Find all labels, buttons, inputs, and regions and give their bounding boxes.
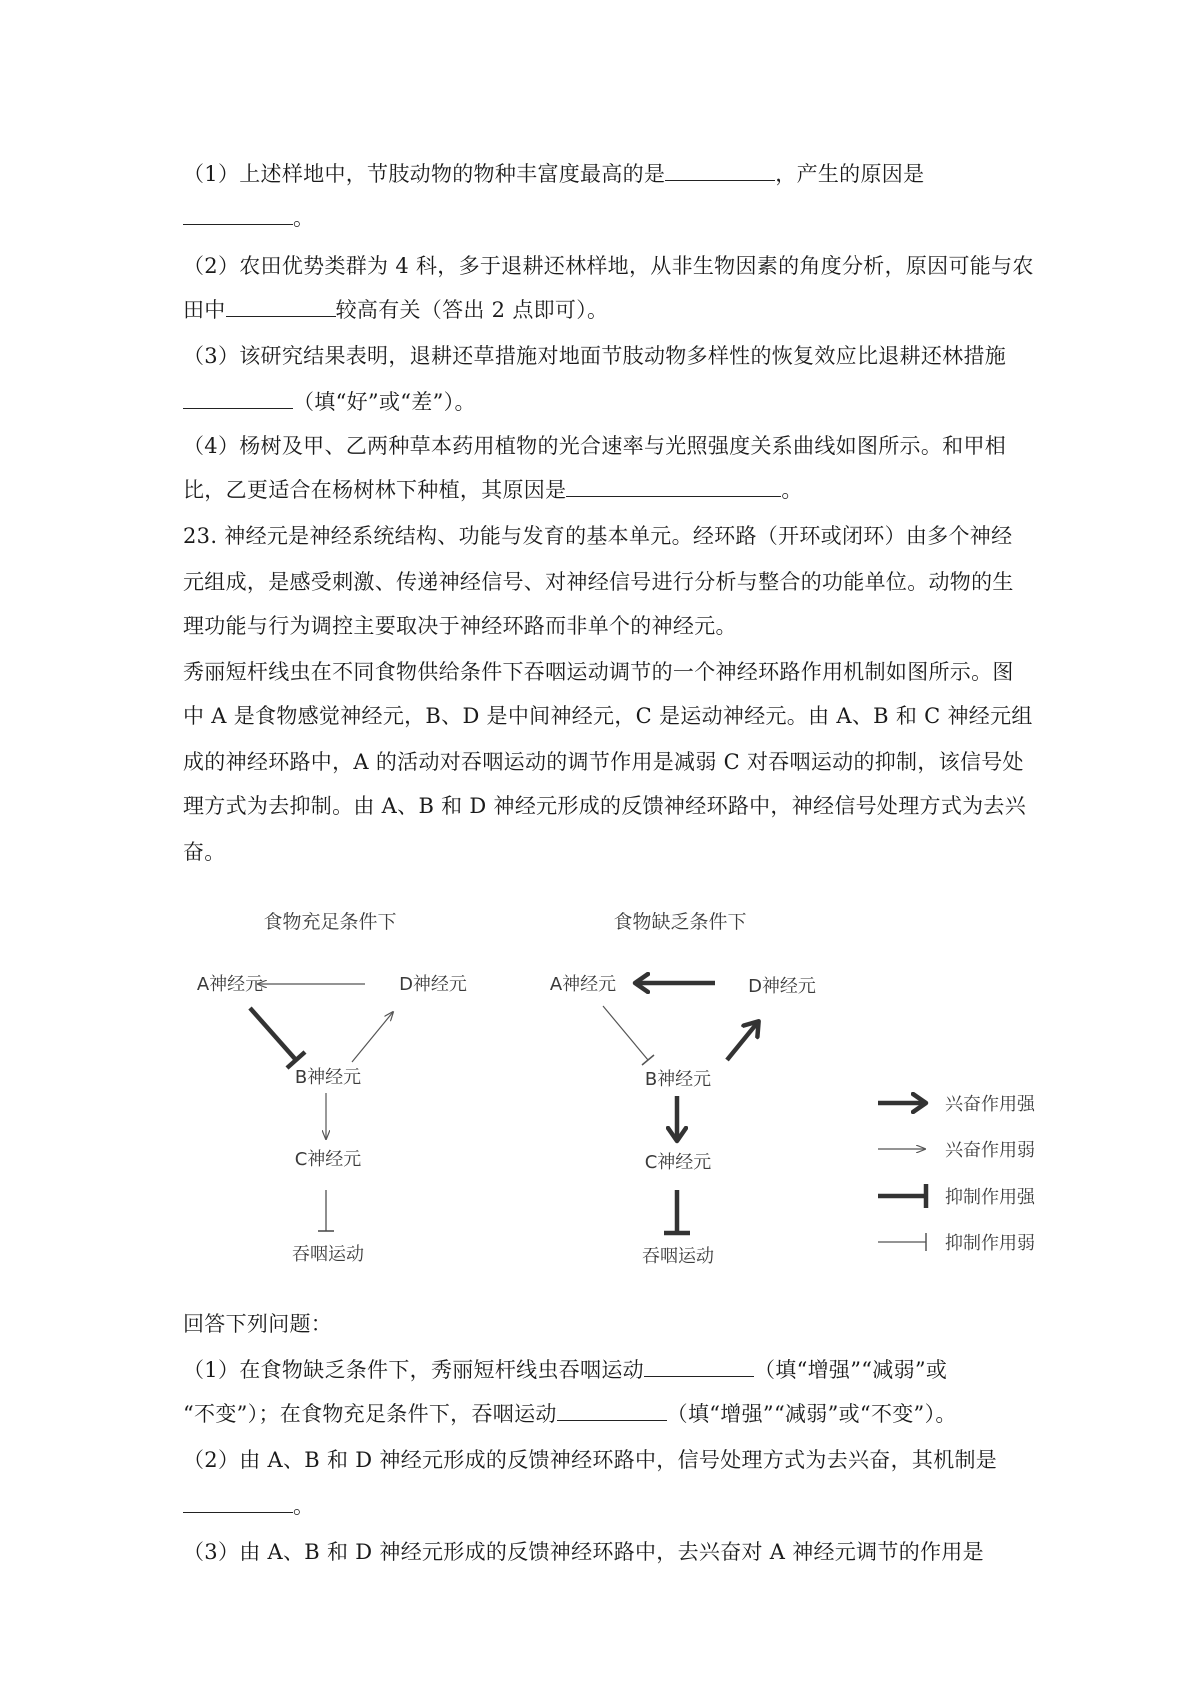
q23-intro-line3: 理功能与行为调控主要取决于神经环路而非单个的神经元。 (183, 614, 737, 638)
q22-part1-text-c: 。 (293, 206, 315, 230)
answer-blank[interactable] (183, 206, 293, 225)
q22-part2-line2 (183, 294, 608, 324)
q23-sub3-line1: （3）由 A、B 和 D 神经元形成的反馈神经环路中，去兴奋对 A 神经元调节的作用是 (183, 1540, 984, 1564)
q22-part3-text-b: （填“好”或“差”）。 (293, 390, 476, 414)
legend-weak-excite-label: 兴奋作用弱 (945, 1140, 1035, 1161)
q23-sub1-text-c: “不变”）；在食物充足条件下，吞咽运动 (183, 1402, 557, 1426)
q22-part2-text-c: 较高有关（答出 2 点即可）。 (335, 298, 609, 322)
neural-circuit-diagram (0, 890, 1200, 1290)
right-node-c: C神经元 (644, 1152, 712, 1173)
right-node-d: D神经元 (748, 976, 816, 997)
left-node-a: A神经元 (196, 974, 264, 995)
q23-desc-line3: 成的神经环路中，A 的活动对吞咽运动的调节作用是减弱 C 对吞咽运动的抑制，该信号处 (183, 750, 1024, 774)
q22-part1-line2 (183, 202, 314, 232)
q22-part1-line1 (183, 158, 924, 188)
right-node-b: B神经元 (644, 1069, 712, 1090)
q22-part4-line2 (183, 474, 803, 504)
left-a-to-b-strong-inhibit (250, 1008, 296, 1060)
q23-sub2-line2 (183, 1490, 314, 1520)
right-b-to-d-strong-excite (727, 1022, 758, 1060)
legend (878, 1094, 1036, 1254)
q22-part4-line1: （4）杨树及甲、乙两种草本药用植物的光合速率与光照强度关系曲线如图所示。和甲相 (183, 434, 1007, 458)
left-node-b: B神经元 (294, 1067, 362, 1088)
q23-desc-line2: 中 A 是食物感觉神经元，B、D 是中间神经元，C 是运动神经元。由 A、B 和 C 神经元组 (183, 704, 1033, 728)
legend-weak-inhibit-label: 抑制作用弱 (945, 1233, 1035, 1254)
answer-blank[interactable] (665, 162, 775, 181)
q22-part1-text-b: ，产生的原因是 (775, 162, 925, 186)
q23-sub1-text-b: （填“增强”“减弱”或 (753, 1358, 948, 1382)
right-node-swallow: 吞咽运动 (642, 1246, 714, 1267)
left-node-swallow: 吞咽运动 (292, 1244, 364, 1265)
answer-blank[interactable] (566, 478, 781, 497)
q23-answer-prompt: 回答下列问题： (183, 1312, 333, 1336)
right-panel-title: 食物缺乏条件下 (613, 911, 747, 933)
q22-part3-line1: （3）该研究结果表明，退耕还草措施对地面节肢动物多样性的恢复效应比退耕还林措施 (183, 344, 1007, 368)
right-a-to-b-weak-inhibit-bar (642, 1055, 654, 1065)
q22-part4-text-b: 比，乙更适合在杨树林下种植，其原因是 (183, 478, 567, 502)
q23-desc-line1: 秀丽短杆线虫在不同食物供给条件下吞咽运动调节的一个神经环路作用机制如图所示。图 (183, 660, 1014, 684)
answer-blank[interactable] (644, 1358, 754, 1377)
left-node-c: C神经元 (294, 1149, 362, 1170)
q23-sub1-text-d: （填“增强”“减弱”或“不变”）。 (666, 1402, 957, 1426)
q23-desc-line5: 奋。 (183, 840, 226, 864)
q23-sub2-text-b: 。 (293, 1494, 315, 1518)
q23-sub2-line1: （2）由 A、B 和 D 神经元形成的反馈神经环路中，信号处理方式为去兴奋，其机制是 (183, 1448, 998, 1472)
left-b-to-d-weak-excite (352, 1012, 393, 1062)
answer-blank[interactable] (557, 1402, 667, 1421)
left-node-d: D神经元 (399, 974, 467, 995)
q23-desc-line4: 理方式为去抑制。由 A、B 和 D 神经元形成的反馈神经环路中，神经信号处理方式为去兴 (183, 794, 1027, 818)
q23-sub1-line1 (183, 1354, 947, 1384)
left-panel-title: 食物充足条件下 (263, 911, 397, 933)
q22-part2-line1: （2）农田优势类群为 4 科，多于退耕还林样地，从非生物因素的角度分析，原因可能与农 (183, 254, 1034, 278)
answer-blank[interactable] (183, 390, 293, 409)
q22-part3-line2 (183, 386, 476, 416)
q23-intro-line2: 元组成，是感受刺激、传递神经信号、对神经信号进行分析与整合的功能单位。动物的生 (183, 570, 1014, 594)
answer-blank[interactable] (183, 1494, 293, 1513)
legend-strong-inhibit-label: 抑制作用强 (945, 1187, 1035, 1208)
answer-blank[interactable] (226, 298, 336, 317)
q23-sub1-line2 (183, 1398, 957, 1428)
right-node-a: A神经元 (549, 974, 617, 995)
q22-part2-text-b: 田中 (183, 298, 226, 322)
q23-sub1-text-a: （1）在食物缺乏条件下，秀丽短杆线虫吞咽运动 (183, 1358, 644, 1382)
legend-strong-excite-label: 兴奋作用强 (945, 1094, 1035, 1115)
q22-part4-text-c: 。 (781, 478, 803, 502)
left-panel (197, 911, 467, 1265)
q23-intro-line1: 23. 神经元是神经系统结构、功能与发育的基本单元。经环路（开环或闭环）由多个神经 (183, 524, 1013, 548)
q22-part1-text-a: （1）上述样地中，节肢动物的物种丰富度最高的是 (183, 162, 666, 186)
right-a-to-b-weak-inhibit (603, 1006, 648, 1060)
right-panel (550, 911, 816, 1267)
